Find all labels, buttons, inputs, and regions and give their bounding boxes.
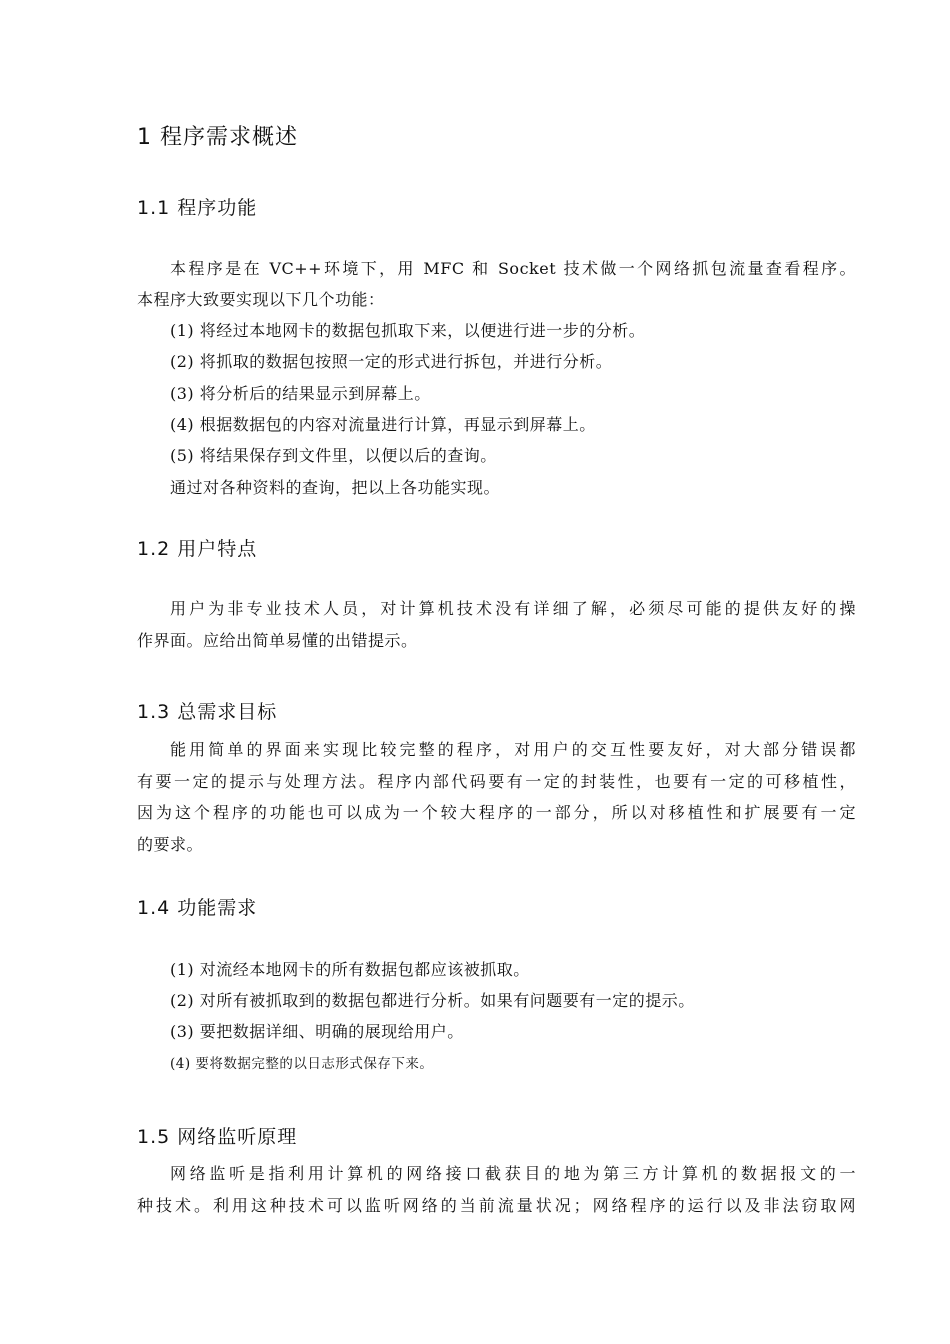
list-item: (3) 将分析后的结果显示到屏幕上。 xyxy=(170,384,431,403)
section-heading-1-2: 1.2 用户特点 xyxy=(137,538,258,560)
list-item: (2) 对所有被抓取到的数据包都进行分析。如果有问题要有一定的提示。 xyxy=(170,991,695,1010)
paragraph-line: 本程序是在 VC++环境下，用 MFC 和 Socket 技术做一个网络抓包流量查看程序。 xyxy=(170,259,856,278)
paragraph-line: 能用简单的界面来实现比较完整的程序，对用户的交互性要友好，对大部分错误都 xyxy=(170,740,856,759)
list-item: (1) 对流经本地网卡的所有数据包都应该被抓取。 xyxy=(170,960,530,979)
paragraph-line: 作界面。应给出简单易懂的出错提示。 xyxy=(137,631,418,650)
list-item: (1) 将经过本地网卡的数据包抓取下来，以便进行进一步的分析。 xyxy=(170,321,646,340)
section-heading-1-1: 1.1 程序功能 xyxy=(137,197,258,219)
list-item: (5) 将结果保存到文件里，以便以后的查询。 xyxy=(170,446,497,465)
paragraph-line: 通过对各种资料的查询，把以上各功能实现。 xyxy=(170,478,501,497)
section-heading-1-3: 1.3 总需求目标 xyxy=(137,701,278,723)
paragraph-line: 用户为非专业技术人员，对计算机技术没有详细了解，必须尽可能的提供友好的操 xyxy=(170,599,856,618)
list-item: (3) 要把数据详细、明确的展现给用户。 xyxy=(170,1022,464,1041)
paragraph-line: 种技术。利用这种技术可以监听网络的当前流量状况；网络程序的运行以及非法窃取网 xyxy=(137,1196,856,1215)
list-item: (2) 将抓取的数据包按照一定的形式进行拆包，并进行分析。 xyxy=(170,352,613,371)
paragraph-line: 有要一定的提示与处理方法。程序内部代码要有一定的封装性，也要有一定的可移植性， xyxy=(137,772,856,791)
paragraph-line: 网络监听是指利用计算机的网络接口截获目的地为第三方计算机的数据报文的一 xyxy=(170,1164,856,1183)
section-heading-1-5: 1.5 网络监听原理 xyxy=(137,1126,298,1148)
paragraph-line: 因为这个程序的功能也可以成为一个较大程序的一部分，所以对移植性和扩展要有一定 xyxy=(137,803,856,822)
paragraph-line: 本程序大致要实现以下几个功能： xyxy=(137,290,385,309)
paragraph-line: 的要求。 xyxy=(137,835,204,854)
list-item: (4) 根据数据包的内容对流量进行计算，再显示到屏幕上。 xyxy=(170,415,596,434)
chapter-title: 1 程序需求概述 xyxy=(137,125,298,150)
list-item: (4) 要将数据完整的以日志形式保存下来。 xyxy=(170,1056,434,1072)
section-heading-1-4: 1.4 功能需求 xyxy=(137,897,258,919)
